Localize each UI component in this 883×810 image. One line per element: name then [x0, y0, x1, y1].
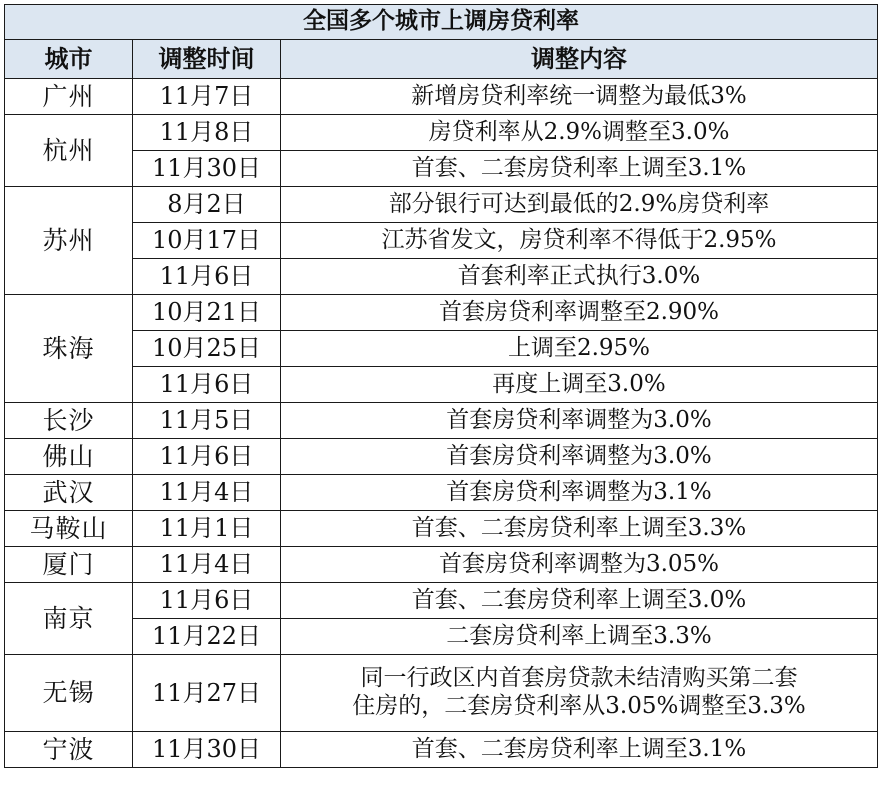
city-cell: 宁波: [5, 732, 133, 768]
city-cell: 杭州: [5, 115, 133, 187]
city-cell: 无锡: [5, 655, 133, 732]
date-cell: 8月2日: [133, 187, 281, 223]
city-cell: 珠海: [5, 295, 133, 403]
content-cell: 首套、二套房贷利率上调至3.3%: [281, 511, 878, 547]
table-row: [5, 475, 878, 511]
content-cell: 部分银行可达到最低的2.9%房贷利率: [281, 187, 878, 223]
date-cell: 10月25日: [133, 331, 281, 367]
city-cell: 武汉: [5, 475, 133, 511]
content-cell: 首套利率正式执行3.0%: [281, 259, 878, 295]
city-cell: 佛山: [5, 439, 133, 475]
table-row: [5, 331, 878, 367]
content-line: 同一行政区内首套房贷款未结清购买第二套: [360, 665, 798, 692]
content-cell: 首套房贷利率调整为3.1%: [281, 475, 878, 511]
table-row: [5, 583, 878, 619]
content-cell: 房贷利率从2.9%调整至3.0%: [281, 115, 878, 151]
date-cell: 11月1日: [133, 511, 281, 547]
header-content: 调整内容: [281, 40, 878, 79]
city-cell: 厦门: [5, 547, 133, 583]
mortgage-rate-table: [4, 4, 878, 768]
city-cell: 南京: [5, 583, 133, 655]
content-cell: [281, 655, 878, 732]
table-body: [5, 79, 878, 768]
date-cell: 11月4日: [133, 547, 281, 583]
date-cell: 11月22日: [133, 619, 281, 655]
content-cell: 首套房贷利率调整为3.05%: [281, 547, 878, 583]
date-cell: 11月8日: [133, 115, 281, 151]
content-cell: 新增房贷利率统一调整为最低3%: [281, 79, 878, 115]
table-row: [5, 655, 878, 732]
date-cell: 11月30日: [133, 732, 281, 768]
content-cell: 上调至2.95%: [281, 331, 878, 367]
table-row: [5, 547, 878, 583]
content-cell: 首套房贷利率调整为3.0%: [281, 403, 878, 439]
content-cell: 首套房贷利率调整为3.0%: [281, 439, 878, 475]
table-row: [5, 403, 878, 439]
date-cell: 11月6日: [133, 367, 281, 403]
content-cell: 首套、二套房贷利率上调至3.0%: [281, 583, 878, 619]
content-cell: 首套、二套房贷利率上调至3.1%: [281, 732, 878, 768]
table-row: [5, 223, 878, 259]
date-cell: 11月7日: [133, 79, 281, 115]
content-line: 住房的，二套房贷利率从3.05%调整至3.3%: [352, 693, 806, 719]
table-row: [5, 187, 878, 223]
date-cell: 11月6日: [133, 259, 281, 295]
table-row: [5, 79, 878, 115]
table-row: [5, 151, 878, 187]
table-row: [5, 259, 878, 295]
city-cell: 苏州: [5, 187, 133, 295]
date-cell: 11月30日: [133, 151, 281, 187]
city-cell: 长沙: [5, 403, 133, 439]
date-cell: 10月17日: [133, 223, 281, 259]
date-cell: 11月5日: [133, 403, 281, 439]
date-cell: 11月4日: [133, 475, 281, 511]
content-cell: 再度上调至3.0%: [281, 367, 878, 403]
table-row: [5, 439, 878, 475]
table-row: [5, 295, 878, 331]
date-cell: 11月6日: [133, 583, 281, 619]
content-cell: 江苏省发文，房贷利率不得低于2.95%: [281, 223, 878, 259]
table-row: [5, 115, 878, 151]
date-cell: 11月27日: [133, 655, 281, 732]
city-cell: 马鞍山: [5, 511, 133, 547]
header-city: 城市: [5, 40, 133, 79]
table-row: [5, 732, 878, 768]
header-date: 调整时间: [133, 40, 281, 79]
city-cell: 广州: [5, 79, 133, 115]
table-row: [5, 619, 878, 655]
content-cell: 首套、二套房贷利率上调至3.1%: [281, 151, 878, 187]
table-row: [5, 511, 878, 547]
content-cell: 首套房贷利率调整至2.90%: [281, 295, 878, 331]
table-row: [5, 367, 878, 403]
table-title: 全国多个城市上调房贷利率: [5, 5, 878, 40]
date-cell: 10月21日: [133, 295, 281, 331]
date-cell: 11月6日: [133, 439, 281, 475]
content-cell: 二套房贷利率上调至3.3%: [281, 619, 878, 655]
